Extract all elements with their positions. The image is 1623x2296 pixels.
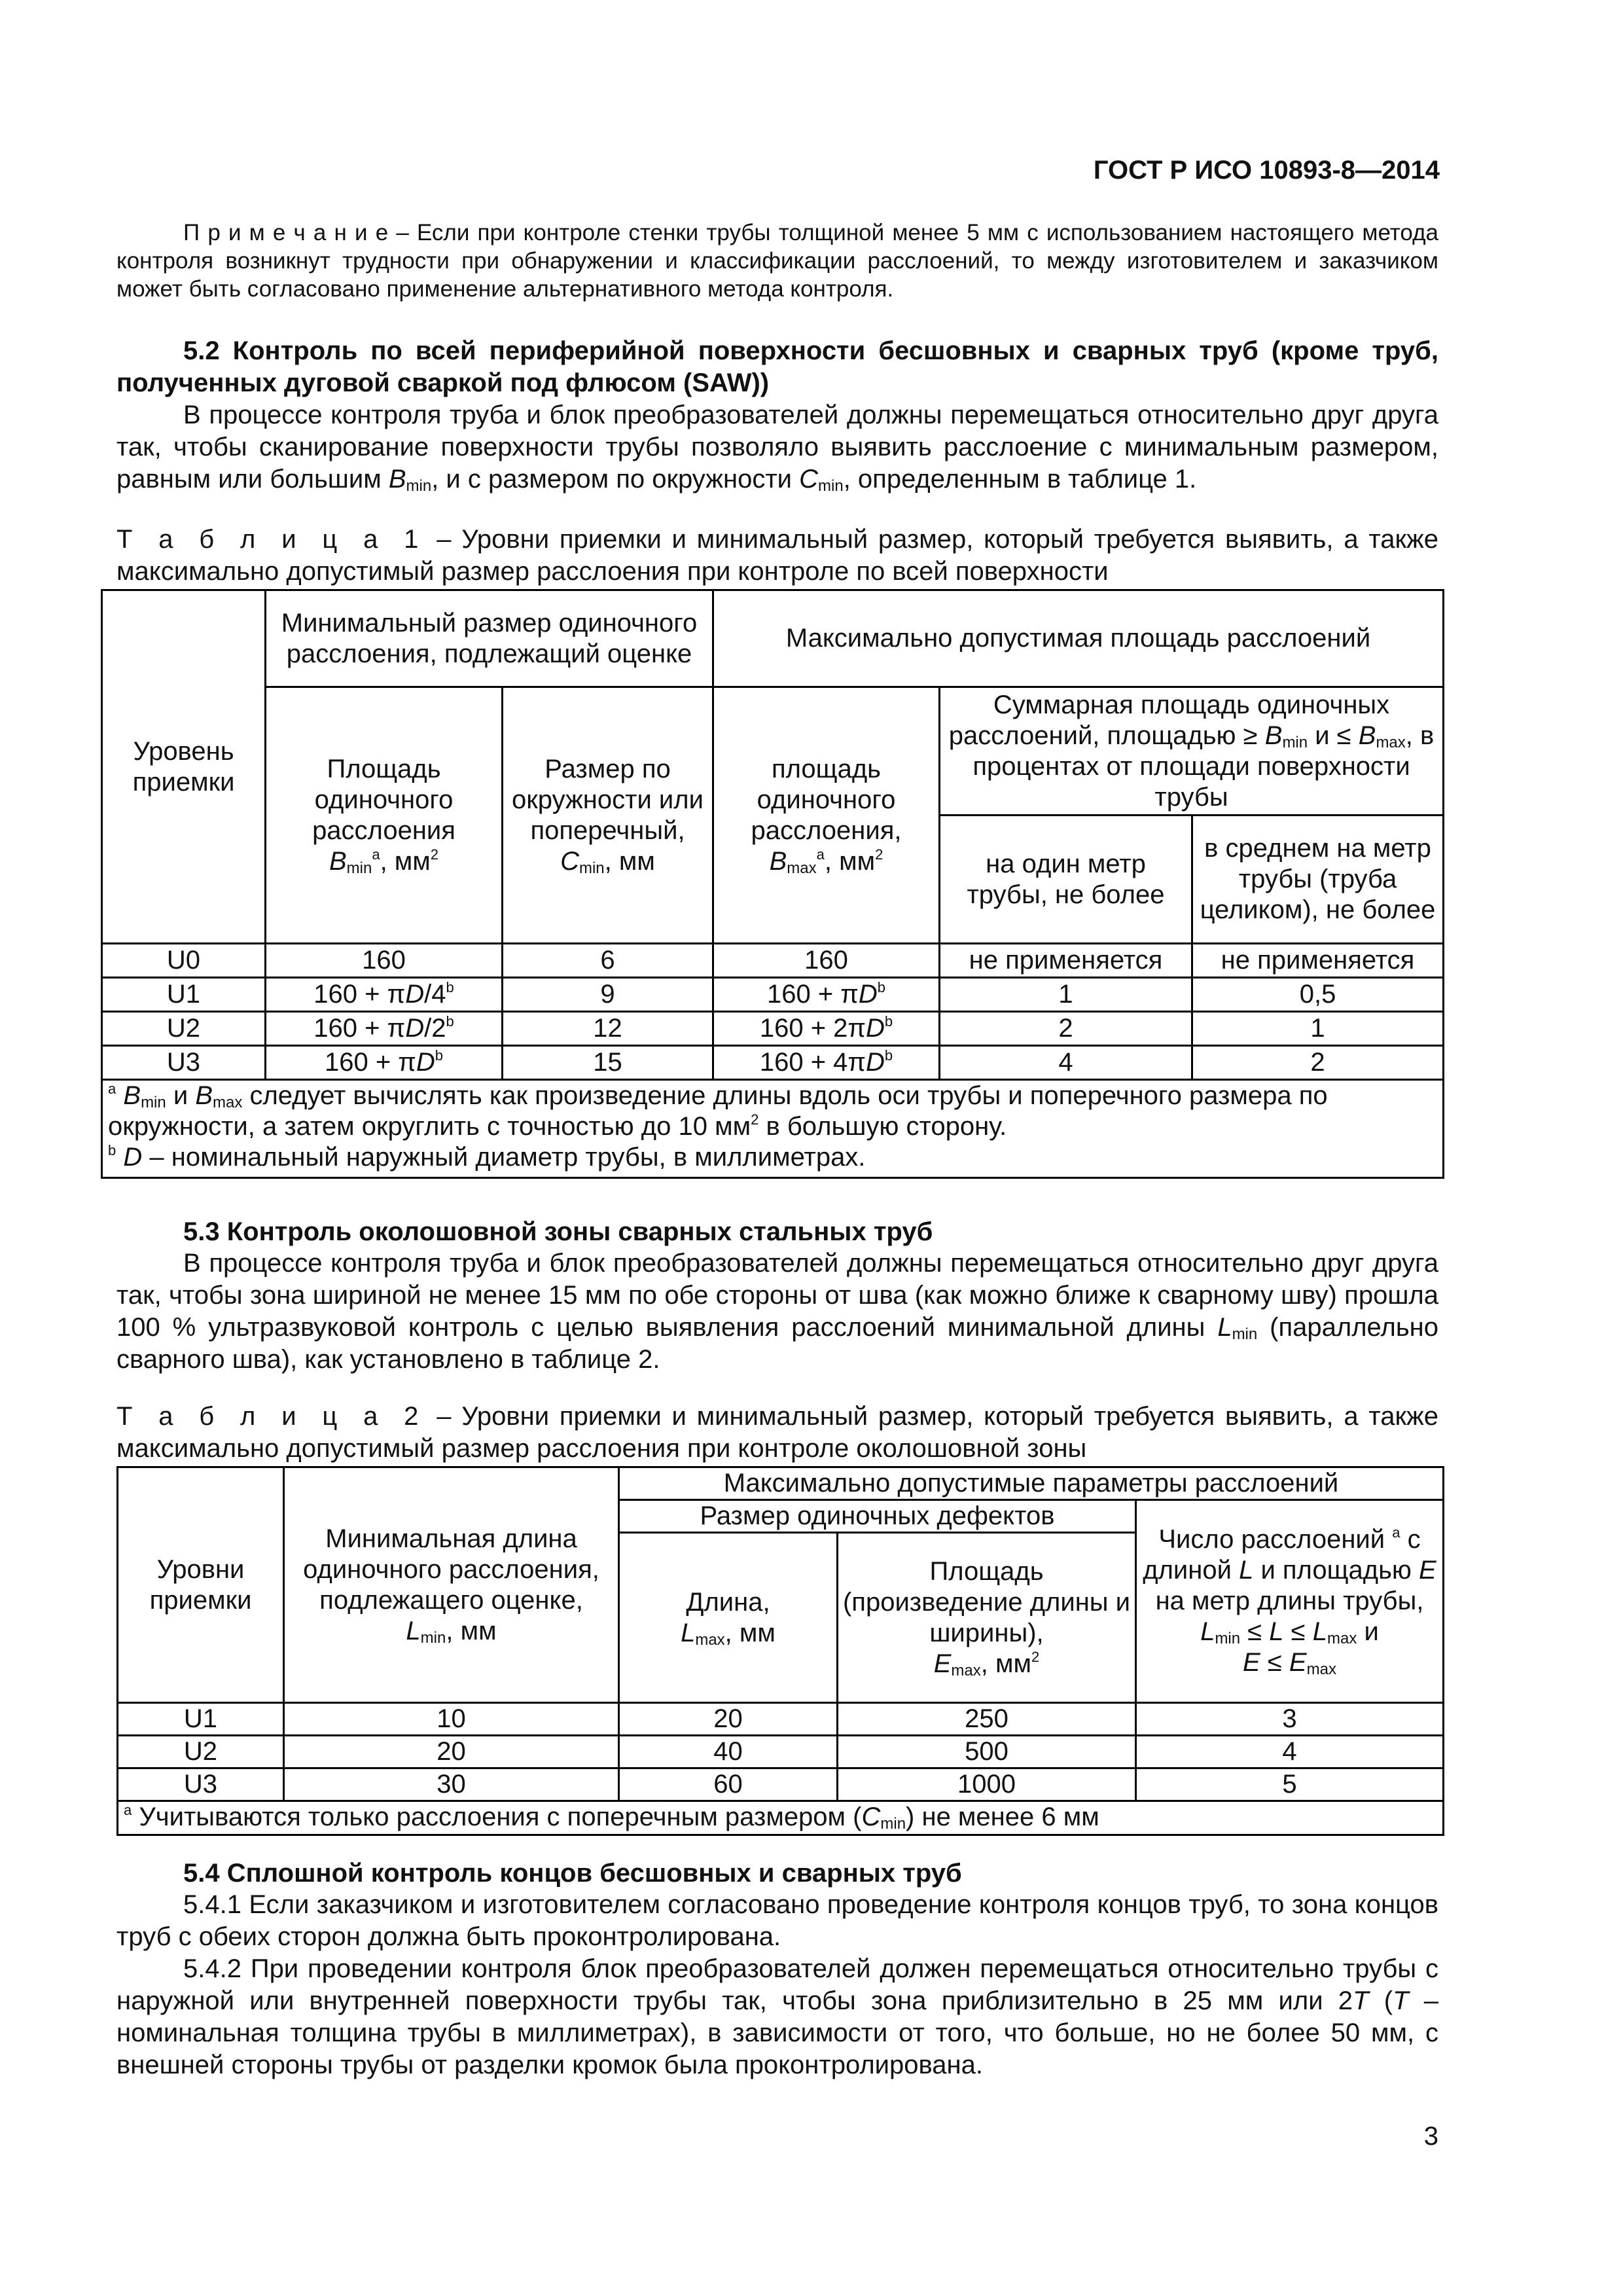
table-1-caption: Т а б л и ц а 1 – Уровни приемки и минимальный размер, который требуется выявить, а также максимально допустимый размер расслоения при контроле по всей поверхности: [116, 525, 1439, 586]
t1-header-average: в среднем на метр трубы (труба целиком), не более: [1192, 816, 1444, 944]
t2-header-area: Площадь (произведение длины и ширины), $E_{max}$, $мм^2$: [838, 1533, 1136, 1703]
t1-footnotes: $^a$ $B_{min}$ и $B_{max}$ следует вычислять как произведение длины вдоль оси трубы и поперечного размера по окружности, а затем округлить с точностью до 10 $мм^2$ в большую сторону. $^b$ D – номинальный наружный диаметр трубы, в миллиметрах.: [102, 1080, 1444, 1178]
t1-header-bmax: площадь одиночного расслоения, $B_{max}^a$, $мм^2$: [713, 687, 940, 944]
section-5-3-heading: 5.3 Контроль околошовной зоны сварных стальных труб: [183, 1217, 933, 1246]
t2-header-single: Размер одиночных дефектов: [619, 1500, 1136, 1533]
table-2: [116, 1466, 1444, 1836]
t2-header-count: Число расслоений $^a$ с длиной L и площадью E на метр длины трубы, $L_{min} \le L \le L_{max}$ и $E \le E_{max}$: [1136, 1500, 1444, 1703]
table-row: U2 $160 + \pi D/2^b$ 12 $160 + 2\pi D^b$ 2 1: [102, 1012, 1444, 1046]
t1-header-bmin: Площадь одиночного расслоения $B_{min}^a$, $мм^2$: [266, 687, 503, 944]
table-row: U1 10 20 250 3: [118, 1703, 1444, 1736]
table-1: [101, 589, 1444, 1179]
table-row: U1 $160 + \pi D/4^b$ 9 $160 + \pi D^b$ 1 0,5: [102, 978, 1444, 1012]
t1-header-cmin: Размер по окружности или поперечный, $C_{min}$, мм: [503, 687, 713, 944]
section-5-4-heading: 5.4 Сплошной контроль концов бесшовных и сварных труб: [183, 1859, 962, 1888]
t2-header-min-length: Минимальная длина одиночного расслоения, подлежащего оценке, $L_{min}$, мм: [284, 1467, 619, 1703]
t2-header-max-group: Максимально допустимые параметры расслоений: [619, 1467, 1444, 1500]
table-row: U0 160 6 160 не применяется не применяется: [102, 944, 1444, 978]
note-text: – Если при контроле стенки трубы толщиной менее 5 мм с использованием настоящего метода контроля возникнут трудности при обнаружении и классификации расслоений, то между изготовителем и заказчиком может быть согласовано применение альтернативного метода контроля.: [116, 220, 1438, 302]
note-paragraph: [116, 219, 1438, 303]
table-row: U2 20 40 500 4: [118, 1736, 1444, 1768]
t1-header-max-group: Максимально допустимая площадь расслоений: [713, 590, 1444, 687]
t1-header-level: Уровень приемки: [102, 590, 266, 944]
t2-header-level: Уровни приемки: [118, 1467, 284, 1703]
section-5-4-2-paragraph: 5.4.2 При проведении контроля блок преобразователей должен перемещаться относительно трубы с наружной или внутренней поверхности трубы так, чтобы зона приблизительно в 25 мм или 2T (T – номинальная толщина трубы в миллиметрах), в зависимости от того, что больше, но не более 50 мм, с внешней стороны трубы от разделки кромок была проконтролирована.: [116, 1954, 1439, 2079]
note-label: П р и м е ч а н и е: [183, 220, 389, 245]
section-5-2-heading: 5.2 Контроль по всей периферийной поверхности бесшовных и сварных труб (кроме труб, полученных дуговой сваркой под флюсом (SAW)): [116, 336, 1438, 397]
t1-header-sum: Суммарная площадь одиночных расслоений, площадью ≥ $B_{min}$ $и \le B_{max}$, в процентах от площади поверхности трубы: [940, 687, 1444, 816]
table-2-caption: Т а б л и ц а 2 – Уровни приемки и минимальный размер, который требуется выявить, а также максимально допустимый размер расслоения при контроле околошовной зоны: [116, 1402, 1439, 1463]
t1-header-min-group: Минимальный размер одиночного расслоения, подлежащий оценке: [266, 590, 713, 687]
page-number: 3: [1423, 2122, 1438, 2151]
table-row: U3 $160 + \pi D^b$ 15 $160 + 4\pi D^b$ 4 2: [102, 1046, 1444, 1080]
table-row: U3 30 60 1000 5: [118, 1768, 1444, 1801]
section-5-4-1-paragraph: 5.4.1 Если заказчиком и изготовителем согласовано проведение контроля концов труб, то зона концов труб с обеих сторон должна быть проконтролирована.: [116, 1890, 1438, 1951]
t2-header-length: Длина, $L_{max}$, мм: [619, 1533, 838, 1703]
section-5-3-paragraph: В процессе контроля труба и блок преобразователей должны перемещаться относительно друг друга так, чтобы зона шириной не менее 15 мм по обе стороны от шва (как можно ближе к сварному шву) прошла 100 % ультразвуковой контроль с целью выявления расслоений минимальной длины $L_{min}$ (параллельно сварного шва), как установлено в таблице 2.: [116, 1249, 1438, 1374]
section-5-2-paragraph: В процессе контроля труба и блок преобразователей должны перемещаться относительно друг друга так, чтобы сканирование поверхности трубы позволяло выявить расслоение с минимальным размером, равным или большим $B_{min}$, и с размером по окружности $C_{min}$, определенным в таблице 1.: [116, 401, 1438, 495]
document-header-id: ГОСТ Р ИСО 10893-8—2014: [1093, 156, 1440, 185]
t1-header-per-meter: на один метр трубы, не более: [940, 816, 1192, 944]
t2-footnote: $^a$ Учитываются только расслоения с поперечным размером $(C_{min})$ не менее 6 мм: [118, 1801, 1444, 1835]
